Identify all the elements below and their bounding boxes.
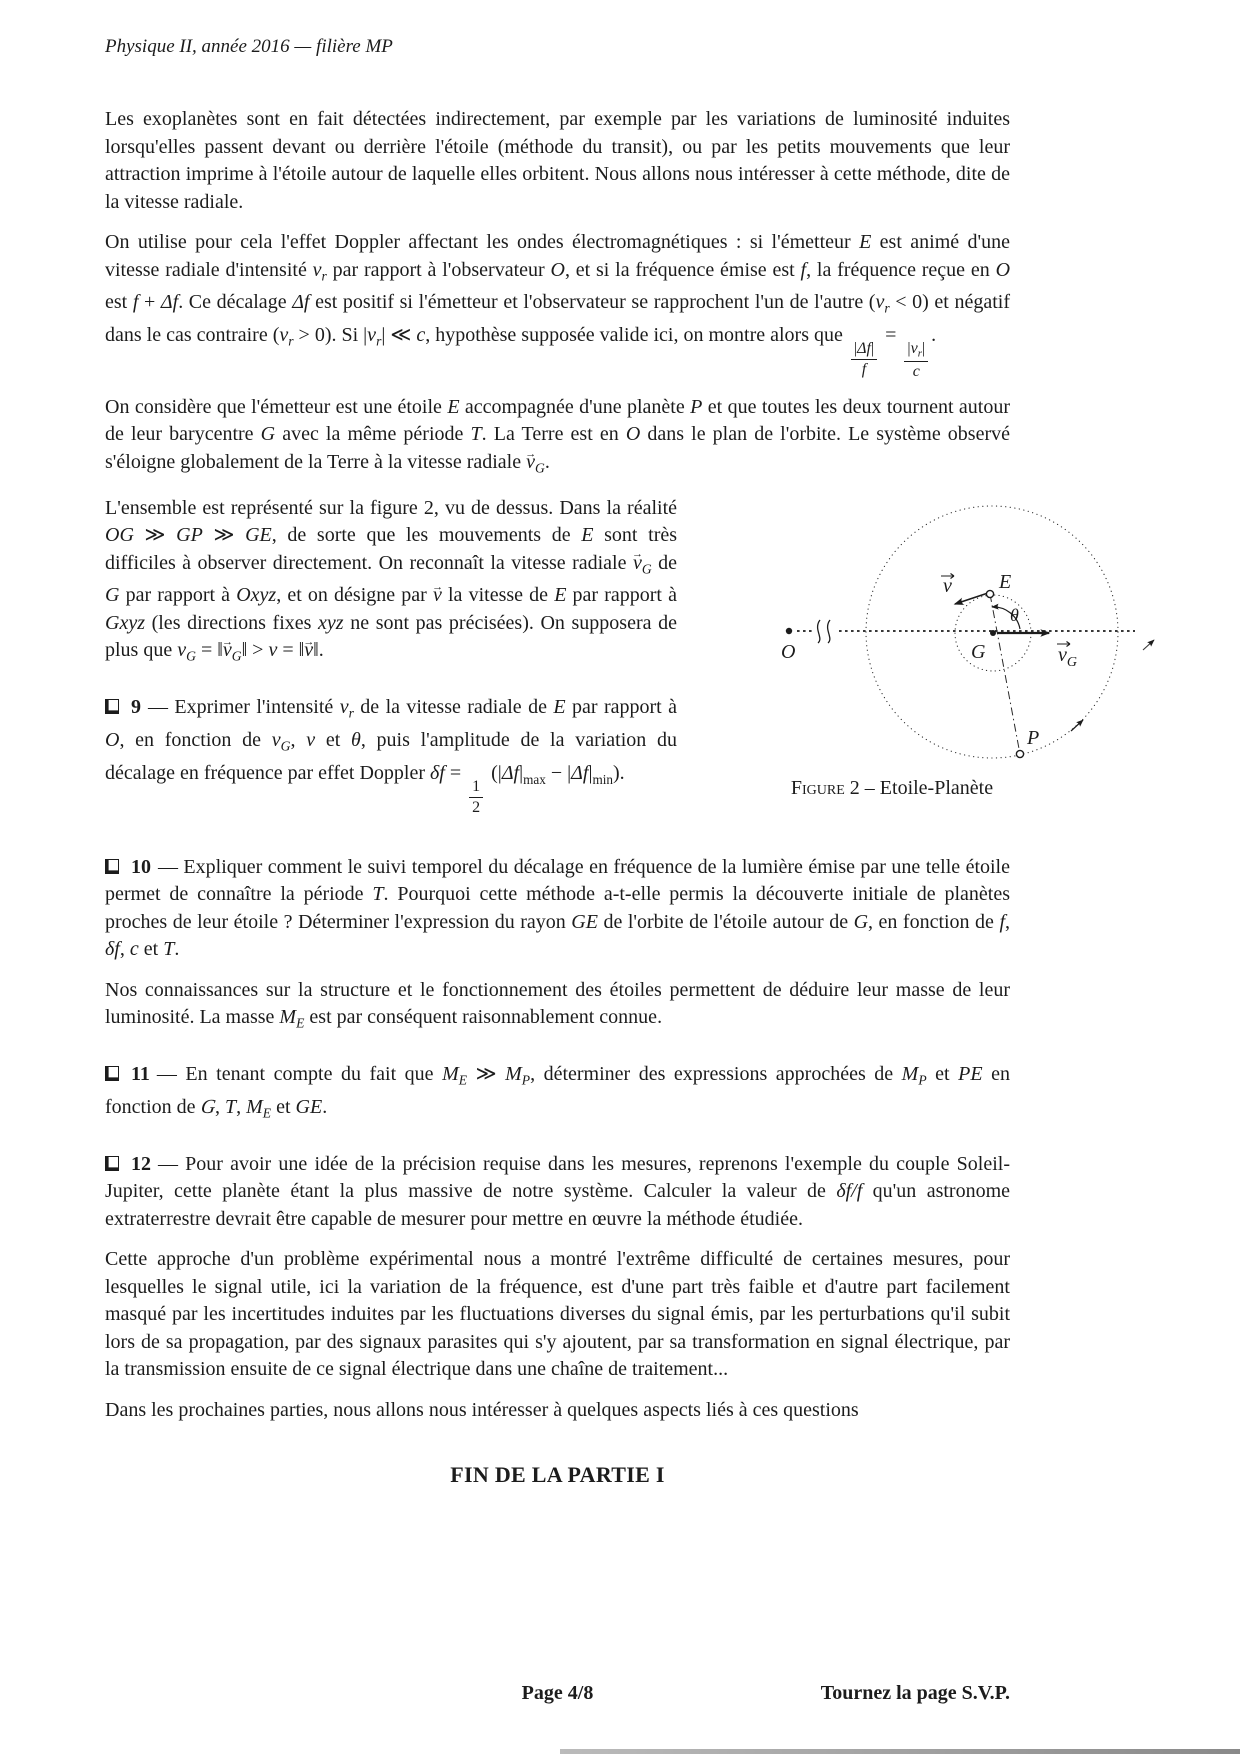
question-number: 12: [131, 1152, 151, 1175]
orbit-direction-arrow: [1071, 720, 1083, 731]
figure-caption-label: Figure 2: [790, 776, 860, 799]
document-header-title: Physique II, année 2016 — filière MP: [105, 36, 393, 57]
question-11: [105, 1061, 1010, 1127]
figure-caption-title: Etoile-Planète: [879, 776, 994, 799]
figure-caption: [677, 777, 1107, 800]
planet-label: P: [1027, 726, 1040, 749]
part-end-title: FIN DE LA PARTIE I: [450, 1462, 665, 1488]
question-10: [105, 854, 1010, 964]
barycenter-label: G: [971, 640, 986, 663]
question-12: [105, 1151, 1010, 1234]
figure-side-text-column: [105, 495, 677, 830]
paragraph-measurement-difficulty: Cette approche d'un problème expérimental nous a montré l'extrême difficulté de certaines mesures, pour lesquelles le signal utile, ici la variation de la fréquence, est d'une part très faible et d'autre part facilement masqué par les incertitudes induites par les fluctuations diverses du signal émis, par les perturbations qu'il subit lors de sa propagation, par des signaux parasites qui s'y ajoutent, par sa transformation en signal électrique, par la transmission ensuite de ce signal électrique dans une chaîne de traitement...: [105, 1248, 1010, 1381]
scan-artifact: [560, 1749, 1240, 1754]
question-marker-icon: [105, 1156, 119, 1171]
v-vector-arrow: [955, 593, 988, 604]
star-point: [986, 590, 993, 597]
question-marker-icon: [105, 1066, 119, 1081]
theta-label: θ: [1010, 604, 1019, 625]
question-number: 9: [131, 696, 141, 719]
paragraph-system-description: On considère que l'émetteur est une étoile E accompagnée d'une planète P et que toutes les deux tournent autour de leur barycentre G avec la même période T. La Terre est en O dans le plan de l'orbite. Le système observé s'éloigne globalement de la Terre à la vitesse radiale $v \to_G$.: [105, 394, 1010, 482]
figure-column: [677, 495, 1167, 830]
figure-caption-dash: –: [864, 776, 875, 799]
paragraph-star-mass: Nos connaissances sur la structure et le fonctionnement des étoiles permettent de déduire leur masse de leur luminosité. La masse $M_E$ est par conséquent raisonnablement connue.: [105, 978, 1010, 1031]
direction-mark-icon: [1143, 640, 1154, 650]
paragraph-doppler-effect: On utilise pour cela l'effet Doppler affectant les ondes électromagnétiques : si l'émetteur E est animé d'une vitesse radiale d'intensité $v_r$ par rapport à l'observateur O, et si la fréquence émise est f, la fréquence reçue en O est f + Δf. Ce décalage Δf est positif si l'émetteur et l'observateur se rapprochent l'un de l'autre $(v_r < 0)$ et négatif dans le cas contraire $(v_r > 0)$. Si $|v_r|$ ≪ c, hypothèse supposée valide ici, on montre alors que $\frac{|\Delta f|}{f}$ = $\frac{|v_r|}{c}$ .: [105, 231, 1011, 380]
paragraph-figure-description: L'ensemble est représenté sur la figure 2, vu de dessus. Dans la réalité OG ≫ GP ≫ GE, de sorte que les mouvements de E sont très difficiles à observer directement. On reconnaît la vitesse radiale $v \to_G$ de G par rapport à Oxyz, et on désigne par v → la vitesse de E par rapport à Gxyz (les directions fixes xyz ne sont pas précisées). On supposera de plus que $v_G$ = ‖v $\to_G‖ > v$ = ‖v →‖.: [105, 495, 677, 671]
vg-label: $v_G$: [1058, 643, 1078, 670]
turn-page-note: Tournez la page S.V.P.: [820, 1682, 1010, 1704]
paragraph-next-parts: Dans les prochaines parties, nous allons nous intéresser à quelques aspects liés à ces questions: [105, 1398, 859, 1421]
question-body: — Pour avoir une idée de la précision requise dans les mesures, reprenons l'exemple du couple Soleil-Jupiter, cette planète étant la plus massive de notre système. Calculer la valeur de δf/f qu'un astronome extraterrestre devrait être capable de mesurer pour mettre en œuvre la méthode étudiée.: [105, 1152, 1011, 1230]
observer-label: O: [781, 640, 796, 663]
question-9: [105, 694, 677, 817]
page-number: Page 4/8: [521, 1682, 594, 1704]
star-label: E: [999, 570, 1012, 593]
v-label: v: [943, 574, 952, 597]
question-marker-icon: [105, 859, 119, 874]
question-number: 10: [131, 855, 151, 878]
question-body: — Expliquer comment le suivi temporel du décalage en fréquence de la lumière émise par une telle étoile permet de connaître la période T. Pourquoi cette méthode a-t-elle permis la découverte initiale de planètes proches de leur étoile ? Déterminer l'expression du rayon GE de l'orbite de l'étoile autour de G, en fonction de f, δf, c et T.: [105, 855, 1011, 961]
figure-2-diagram: [677, 495, 1167, 775]
line-break-gap: [812, 617, 838, 645]
paragraph-exoplanets-intro: Les exoplanètes sont en fait détectées indirectement, par exemple par les variations de luminosité induites lorsqu'elles passent devant ou derrière l'étoile (méthode du transit), ou par les petits mouvements que leur attraction imprime à l'étoile autour de laquelle elles orbitent. Nous allons nous intéresser à cette méthode, dite de la vitesse radiale.: [105, 108, 1010, 213]
question-body: — Exprimer l'intensité $v_r$ de la vitesse radiale de E par rapport à O, en fonction de $v_G$, v et θ, puis l'amplitude de la variation du décalage en fréquence par effet Doppler δf = $\frac{1}{2}$ $(|\Delta f|_{max} - |\Delta f|_{min})$.: [105, 696, 678, 816]
question-marker-icon: [105, 699, 119, 714]
figure-section: [105, 495, 1167, 830]
planet-point: [1016, 750, 1023, 757]
observer-point: [786, 627, 792, 633]
question-body: — En tenant compte du fait que $M_E$ ≫ $M_P$, déterminer des expressions approchées de $M_P$ et PE en fonction de G, T, $M_E$ et GE.: [105, 1063, 1010, 1121]
barycenter-point: [990, 630, 996, 636]
question-number: 11: [131, 1063, 150, 1086]
